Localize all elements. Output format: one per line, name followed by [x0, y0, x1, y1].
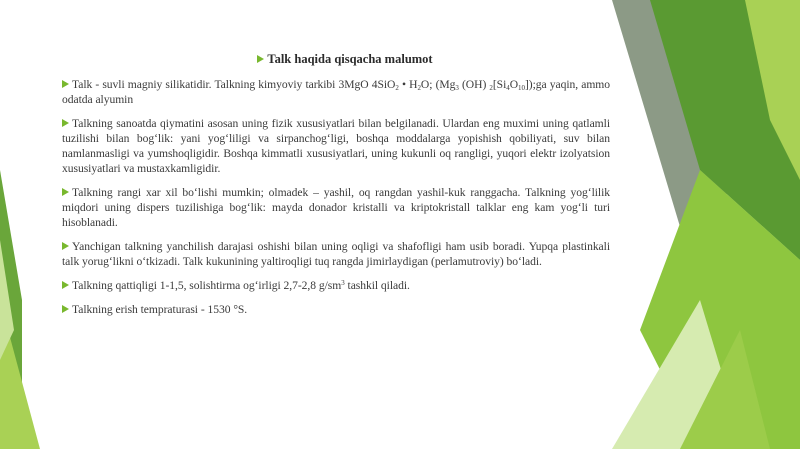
text-run: [Si	[492, 78, 507, 91]
text-run: Talkning erish tempraturasi - 1530 °S.	[72, 303, 248, 316]
bullet-arrow-icon	[62, 188, 69, 196]
text-run: (OH)	[458, 78, 490, 91]
text-run: • H	[398, 78, 418, 91]
text-run: O	[509, 78, 519, 91]
text-run: ]);ga yaqin, ammo odatda alyumin	[62, 78, 611, 106]
slide-title	[80, 52, 610, 67]
bullet-arrow-icon	[62, 119, 69, 127]
bullet-arrow-icon	[257, 55, 264, 63]
subscript: 2	[417, 84, 421, 92]
paragraph-hardness	[62, 278, 610, 293]
text-run: O; (Mg	[420, 78, 456, 91]
superscript: 3	[341, 279, 345, 287]
text-run: tashkil qiladi.	[344, 279, 410, 292]
subscript: 10	[518, 84, 525, 92]
text-run: Talk - suvli magniy silikatidir. Talkning kimyoviy tarkibi 3MgO 4SiO	[72, 78, 396, 91]
paragraph-melting-point	[62, 302, 610, 317]
text-run: Talkning sanoatda qiymatini asosan uning fizik xususiyatlari bilan belgilanadi. Ulardan eng muximi uning qatlamli tuzilishi bilan bogʻlik: yani yogʻliligi va sirpanchogʻligi, boshqa moddalarga yopishish qobiliyati, suv bilan namlanmasligi va yumshoqligidir. Boshqa kimmatli xususiyatlari, uning kukunli oq rangligi, yuqori elektr izolyatsion xususiyatlari va mustaxkamligidir.	[62, 117, 610, 175]
paragraph-industrial-value	[62, 116, 610, 176]
subscript: 4	[506, 84, 510, 92]
text-run: Talkning qattiqligi 1-1,5, solishtirma ogʻirligi 2,7-2,8 g/sm	[72, 279, 342, 292]
bullet-arrow-icon	[62, 281, 69, 289]
subscript: 2	[489, 84, 493, 92]
text-run: Yanchigan talkning yanchilish darajasi oshishi bilan uning oqligi va shafofligi ham usib boradi. Yupqa plastinkali talk yorugʻlikni oʻtkizadi. Talk kukunining yaltiroqligi tuq rangda jimirlaydigan (perlamutroviy) boʻladi.	[62, 240, 610, 268]
paragraph-color	[62, 185, 610, 230]
bullet-arrow-icon	[62, 305, 69, 313]
text-run: Talkning rangi xar xil boʻlishi mumkin; olmadek – yashil, oq rangdan yashil-kuk ranggacha. Talkning yogʻlilik miqdori uning dispers tuzilishiga bogʻlik: mayda donador kristalli va kriptokristall talklar eng kam yogʻli turi hisoblanadi.	[62, 186, 610, 229]
paragraph-grinding	[62, 239, 610, 269]
bullet-arrow-icon	[62, 80, 69, 88]
slide-title-text: Talk haqida qisqacha malumot	[267, 52, 433, 66]
subscript: 3	[455, 84, 459, 92]
paragraph-composition	[62, 77, 610, 107]
slide-content	[62, 52, 610, 326]
subscript: 2	[395, 84, 399, 92]
bullet-arrow-icon	[62, 242, 69, 250]
